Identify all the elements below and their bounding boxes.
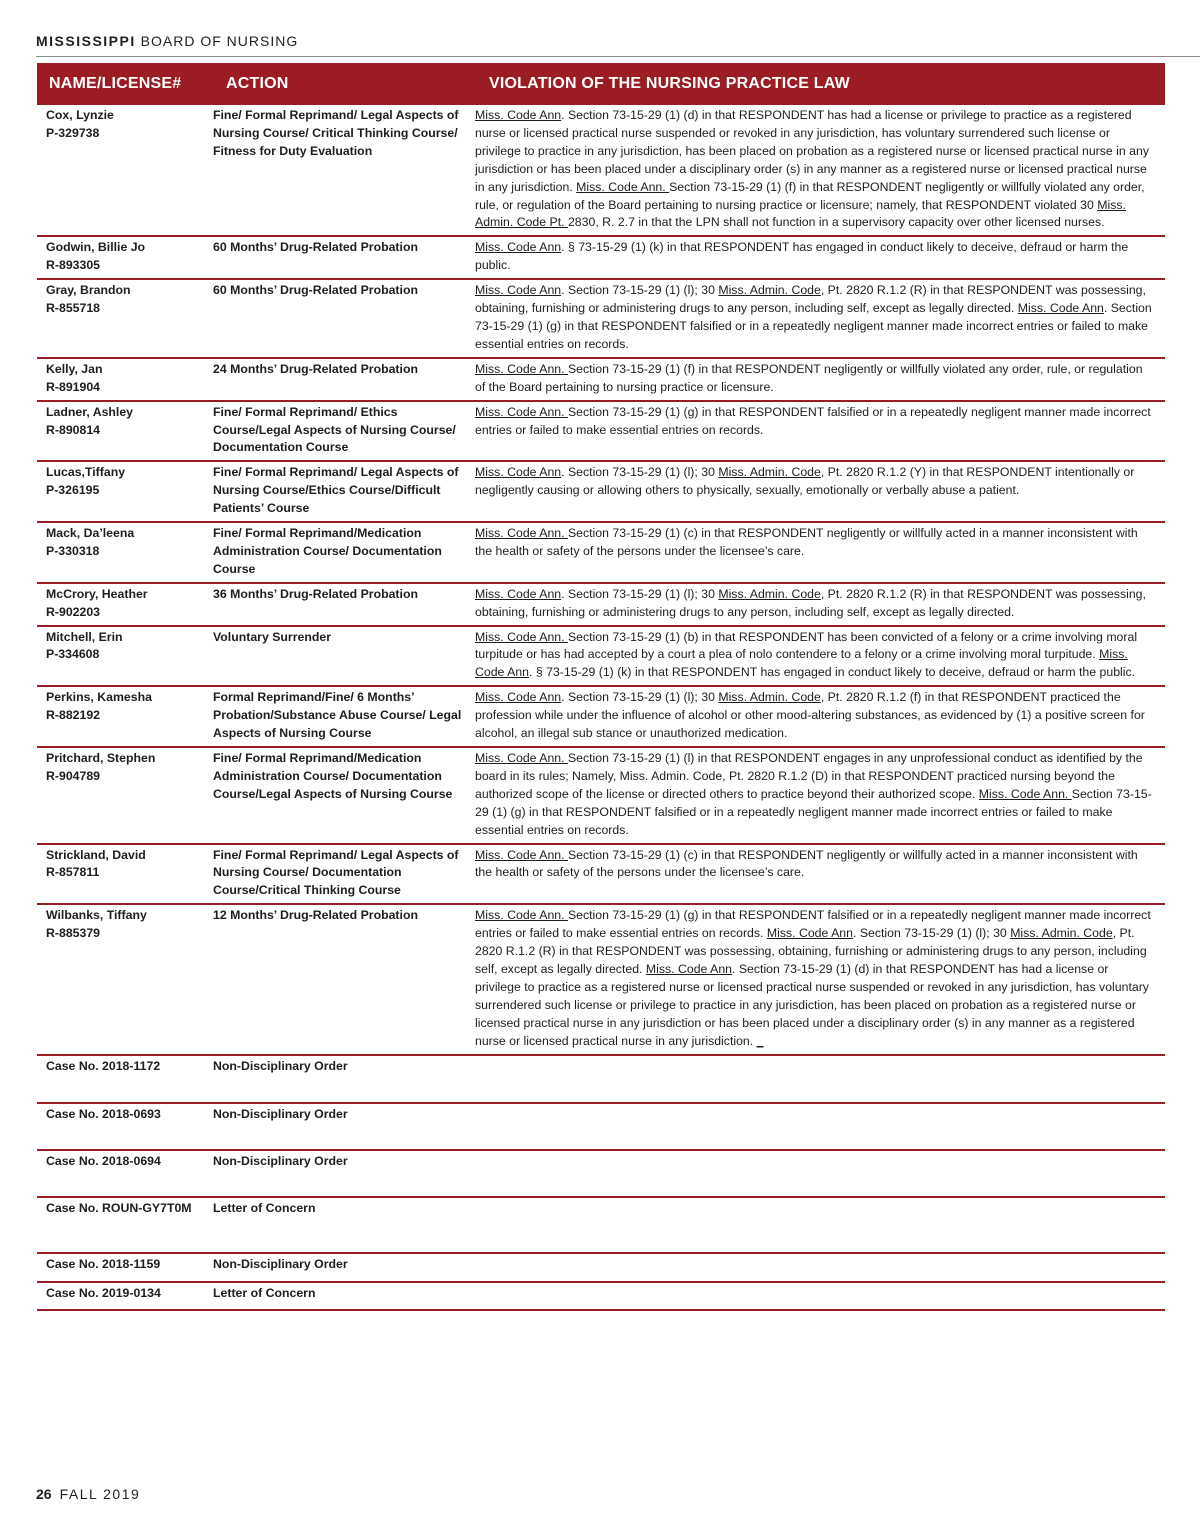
respondent-cell [37, 523, 213, 582]
violation-text: . Section 73-15-29 (1) (d) in that RESPONDENT has had a license or privilege to practice as a registered nurse or licensed practical nurse suspended or revoked in any jurisdiction, has voluntary surrendered such license or privilege to practice in any jurisdiction, has been placed on probation as a registered nurse or licensed practical nurse in any jurisdiction or has been placed under a disciplinary order (s) in any manner as a registered nurse or licensed practical nurse in any jurisdiction. [475, 961, 1149, 1048]
respondent-name: McCrory, Heather [46, 586, 148, 601]
violation-text: Section 73-15-29 (1) (c) in that RESPONDENT negligently or willfully acted in a manner inconsistent with the health or safety of the persons under the licensee’s care. [475, 526, 1138, 558]
license-number: P-329738 [46, 125, 100, 140]
respondent-name: Godwin, Billie Jo [46, 240, 146, 255]
violation-text: . § 73-15-29 (1) (k) in that RESPONDENT has engaged in conduct likely to deceive, defraud or harm the public. [475, 240, 1129, 273]
statute-citation: Miss. Code Ann. [475, 526, 568, 541]
violation-cell [475, 845, 1165, 904]
violation-cell [475, 905, 1165, 1053]
license-number: R-904789 [46, 768, 101, 783]
respondent-cell [37, 1283, 213, 1309]
respondent-name: Pritchard, Stephen [46, 751, 156, 765]
action-cell: Fine/ Formal Reprimand/ Legal Aspects of Nursing Course/ Documentation Course/Critical Thinking Course [213, 847, 459, 898]
table-body [37, 105, 1165, 1311]
violation-cell [475, 1254, 1165, 1281]
table-row [37, 359, 1165, 402]
license-number: R-885379 [46, 926, 101, 941]
license-number: R-882192 [46, 708, 101, 723]
respondent-name: Gray, Brandon [46, 283, 131, 298]
table-row [37, 1056, 1165, 1104]
statute-citation: Miss. Code Ann [1017, 301, 1104, 316]
respondent-cell [37, 105, 213, 235]
statute-citation: Miss. Code Ann. [475, 404, 568, 419]
violation-cell [475, 748, 1165, 843]
license-number: R-890814 [46, 422, 101, 437]
action-cell: Fine/ Formal Reprimand/Medication Administration Course/ Documentation Course/Legal Aspects of Nursing Course [213, 751, 453, 801]
statute-citation: Miss. Admin. Code Pt. [475, 197, 1126, 230]
statute-citation: Miss. Code Ann. [978, 786, 1072, 801]
violation-cell [475, 687, 1165, 746]
statute-citation: Miss. Code Ann [475, 690, 562, 705]
respondent-cell [37, 748, 213, 843]
violation-text: . § 73-15-29 (1) (k) in that RESPONDENT has engaged in conduct likely to deceive, defraud or harm the public. [529, 665, 1136, 680]
table-row [37, 1104, 1165, 1151]
table-row [37, 1151, 1165, 1198]
issue-label: FALL 2019 [59, 1486, 141, 1502]
violation-text: Section 73-15-29 (1) (f) in that RESPONDENT negligently or willfully violated any order, rule, or regulation of the Board pertaining to nursing practice or licensure; namely, that RESPONDENT violated 30 [475, 179, 1145, 212]
violation-cell [475, 280, 1165, 357]
statute-citation: Miss. Code Ann [475, 108, 562, 122]
table-row [37, 845, 1165, 906]
respondent-cell [37, 402, 213, 461]
violation-text: , Pt. 2820 R.1.2 (R) in that RESPONDENT was possessing, obtaining, furnishing or administering drugs to any person, including self, except as legally directed. [475, 586, 1146, 619]
action-cell: Fine/ Formal Reprimand/ Legal Aspects of Nursing Course/Ethics Course/Difficult Patients’ Course [213, 465, 459, 516]
violation-text: , Pt. 2820 R.1.2 (f) in that RESPONDENT practiced the profession while under the influence of alcohol or other mood-altering substances, as evidenced by (1) a positive screen for alcohol, an illegal sub stance or unauthorized medication. [475, 690, 1145, 741]
action-cell: 60 Months’ Drug-Related Probation [213, 240, 418, 255]
respondent-name: Cox, Lynzie [46, 108, 114, 122]
respondent-name: Mack, Da’leena [46, 526, 135, 541]
action-cell: Letter of Concern [213, 1285, 316, 1300]
respondent-name: Wilbanks, Tiffany [46, 908, 147, 923]
statute-citation: Miss. Code Ann. [475, 847, 568, 862]
statute-citation: Miss. Code Ann [475, 647, 1128, 680]
masthead-divider [36, 56, 1200, 57]
violation-text: Section 73-15-29 (1) (b) in that RESPONDENT has been convicted of a felony or a crime involving moral turpitude or has had accepted by a court a plea of nolo contendere to a felony or a crime involving moral turpitude. [475, 629, 1138, 662]
action-cell: Fine/ Formal Reprimand/Medication Administration Course/ Documentation Course [213, 526, 442, 576]
discipline-table [37, 63, 1165, 1311]
respondent-cell [37, 687, 213, 746]
violation-cell [475, 237, 1165, 278]
statute-citation: Miss. Admin. Code [718, 586, 821, 601]
violation-cell [475, 584, 1165, 625]
respondent-cell [37, 359, 213, 400]
page-number: 26 [36, 1486, 52, 1502]
license-number: R-857811 [46, 865, 100, 880]
violation-text: Section 73-15-29 (1) (f) in that RESPONDENT negligently or willfully violated any order, rule, or regulation of the Board pertaining to nursing practice or licensure. [475, 361, 1143, 394]
respondent-cell [37, 1198, 213, 1252]
violation-text: Section 73-15-29 (1) (l) in that RESPONDENT engages in any unprofessional conduct as identified by the board in its rules; Namely, Miss. Admin. Code, Pt. 2820 R.1.2 (D) in that RESPONDENT practiced nursing beyond the authorized scope of the license or directed others to practice beyond their authorized scope. [475, 751, 1143, 801]
respondent-name: Case No. 2019-0134 [46, 1285, 161, 1300]
violation-cell [475, 402, 1165, 461]
violation-cell [475, 1056, 1165, 1102]
statute-citation: _ [756, 1033, 764, 1048]
license-number: P-326195 [46, 483, 100, 498]
respondent-cell [37, 280, 213, 357]
statute-citation: Miss. Admin. Code [718, 283, 821, 298]
action-cell: 12 Months’ Drug-Related Probation [213, 908, 418, 923]
table-row [37, 1254, 1165, 1283]
respondent-name: Case No. 2018-0694 [46, 1153, 161, 1168]
masthead-brand: MISSISSIPPI [36, 33, 136, 49]
respondent-cell [37, 237, 213, 278]
respondent-name: Ladner, Ashley [46, 404, 134, 419]
statute-citation: Miss. Admin. Code [1010, 926, 1113, 941]
statute-citation: Miss. Code Ann [766, 926, 853, 941]
respondent-name: Mitchell, Erin [46, 629, 123, 644]
action-cell: Non-Disciplinary Order [213, 1106, 348, 1121]
statute-citation: Miss. Code Ann [645, 961, 733, 976]
respondent-name: Case No. ROUN-GY7T0M [46, 1200, 192, 1215]
column-header-action: ACTION [226, 75, 289, 92]
column-header-name: NAME/LICENSE# [49, 75, 182, 92]
violation-text: Section 73-15-29 (1) (g) in that RESPONDENT falsified or in a repeatedly negligent manner made incorrect entries or failed to make essential entries on records. [475, 404, 1151, 437]
respondent-name: Perkins, Kamesha [46, 690, 152, 705]
violation-cell [475, 1283, 1165, 1309]
statute-citation: Miss. Code Ann [475, 465, 562, 480]
violation-cell [475, 1151, 1165, 1196]
action-cell: 60 Months’ Drug-Related Probation [213, 283, 418, 298]
statute-citation: Miss. Code Ann. [475, 361, 568, 376]
violation-text: , Pt. 2820 R.1.2 (Y) in that RESPONDENT intentionally or negligently causing or allowing others to physically, sexually, emotionally or verbally abuse a patient. [475, 465, 1135, 498]
statute-citation: Miss. Code Ann. [475, 751, 568, 765]
respondent-name: Kelly, Jan [46, 361, 103, 376]
violation-text: . Section 73-15-29 (1) (l); 30 [561, 586, 719, 601]
action-cell: Non-Disciplinary Order [213, 1256, 348, 1271]
license-number: R-891904 [46, 379, 101, 394]
license-number: R-902203 [46, 604, 101, 619]
license-number: R-855718 [46, 301, 101, 316]
table-row [37, 237, 1165, 280]
violation-cell [475, 105, 1165, 235]
license-number: P-334608 [46, 647, 100, 662]
statute-citation: Miss. Code Ann. [576, 179, 670, 194]
violation-text: , Pt. 2820 R.1.2 (R) in that RESPONDENT was possessing, obtaining, furnishing or administering drugs to any person, including self, except as legally directed. [475, 926, 1147, 976]
violation-text: Section 73-15-29 (1) (g) in that RESPONDENT falsified or in a repeatedly negligent manner made incorrect entries or failed to make essential entries on records. [475, 786, 1152, 837]
table-row [37, 584, 1165, 627]
statute-citation: Miss. Code Ann [475, 240, 562, 255]
table-row [37, 462, 1165, 523]
action-cell: Non-Disciplinary Order [213, 1058, 348, 1073]
violation-cell [475, 359, 1165, 400]
column-header-violation: VIOLATION OF THE NURSING PRACTICE LAW [489, 75, 850, 92]
violation-text: . Section 73-15-29 (1) (l); 30 [561, 465, 719, 480]
action-cell: Voluntary Surrender [213, 629, 331, 644]
violation-cell [475, 462, 1165, 521]
statute-citation: Miss. Code Ann. [475, 629, 568, 644]
violation-text: . Section 73-15-29 (1) (g) in that RESPONDENT falsified or in a repeatedly negligent manner made incorrect entries or failed to make essential entries on records. [475, 301, 1152, 351]
violation-cell [475, 1104, 1165, 1149]
statute-citation: Miss. Admin. Code [718, 465, 821, 480]
respondent-name: Strickland, David [46, 847, 146, 862]
table-row [37, 627, 1165, 688]
violation-text: Section 73-15-29 (1) (c) in that RESPONDENT negligently or willfully acted in a manner inconsistent with the health or safety of the persons under the licensee’s care. [475, 847, 1138, 880]
respondent-cell [37, 1254, 213, 1281]
table-row [37, 523, 1165, 584]
violation-text: . Section 73-15-29 (1) (l); 30 [852, 926, 1011, 941]
violation-text: . Section 73-15-29 (1) (d) in that RESPONDENT has had a license or privilege to practice as a registered nurse or licensed practical nurse suspended or revoked in any jurisdiction, has voluntary surrendered such license or privilege to practice in any jurisdiction, has been placed on probation as a registered nurse or licensed practical nurse in any jurisdiction or has been placed under a disciplinary order (s) in any manner as a registered nurse or licensed practical nurse in any jurisdiction. [475, 108, 1149, 194]
violation-cell [475, 1198, 1165, 1252]
page-footer [36, 1486, 140, 1502]
respondent-cell [37, 905, 213, 1053]
statute-citation: Miss. Code Ann [475, 586, 562, 601]
action-cell: Fine/ Formal Reprimand/ Ethics Course/Legal Aspects of Nursing Course/ Documentation Course [213, 404, 456, 455]
table-row [37, 905, 1165, 1055]
action-cell: 24 Months’ Drug-Related Probation [213, 361, 418, 376]
respondent-name: Case No. 2018-1159 [46, 1256, 161, 1271]
violation-text: . Section 73-15-29 (1) (l); 30 [561, 283, 719, 298]
masthead [36, 33, 298, 49]
statute-citation: Miss. Admin. Code [718, 690, 821, 705]
respondent-cell [37, 584, 213, 625]
license-number: P-330318 [46, 543, 100, 558]
respondent-name: Case No. 2018-0693 [46, 1106, 161, 1121]
respondent-cell [37, 845, 213, 904]
table-row [37, 280, 1165, 359]
respondent-cell [37, 1104, 213, 1149]
violation-text: 2830, R. 2.7 in that the LPN shall not function in a supervisory capacity over other licensed nurses. [567, 215, 1105, 230]
statute-citation: Miss. Code Ann. [475, 908, 568, 923]
respondent-name: Lucas,Tiffany [46, 465, 126, 480]
violation-text: , Pt. 2820 R.1.2 (R) in that RESPONDENT was possessing, obtaining, furnishing or administering drugs to any person, including self, except as legally directed. [475, 283, 1146, 316]
violation-cell [475, 627, 1165, 686]
table-header [37, 63, 1165, 105]
statute-citation: Miss. Code Ann [475, 283, 562, 298]
table-row [37, 402, 1165, 463]
action-cell: Non-Disciplinary Order [213, 1153, 348, 1168]
action-cell: Fine/ Formal Reprimand/ Legal Aspects of Nursing Course/ Critical Thinking Course/ Fitness for Duty Evaluation [213, 108, 459, 158]
violation-text: Section 73-15-29 (1) (g) in that RESPONDENT falsified or in a repeatedly negligent manner made incorrect entries or failed to make essential entries on records. [475, 908, 1151, 941]
table-row [37, 105, 1165, 237]
respondent-cell [37, 627, 213, 686]
respondent-cell [37, 1056, 213, 1102]
respondent-name: Case No. 2018-1172 [46, 1058, 161, 1073]
violation-cell [475, 523, 1165, 582]
masthead-subtitle: BOARD OF NURSING [140, 33, 299, 49]
table-row [37, 1283, 1165, 1311]
action-cell: 36 Months’ Drug-Related Probation [213, 586, 418, 601]
license-number: R-893305 [46, 258, 101, 273]
action-cell: Formal Reprimand/Fine/ 6 Months’ Probation/Substance Abuse Course/ Legal Aspects of Nursing Course [213, 690, 462, 741]
table-row [37, 687, 1165, 748]
violation-text: . Section 73-15-29 (1) (l); 30 [561, 690, 719, 705]
table-row [37, 748, 1165, 845]
table-row [37, 1198, 1165, 1254]
action-cell: Letter of Concern [213, 1200, 316, 1215]
respondent-cell [37, 462, 213, 521]
respondent-cell [37, 1151, 213, 1196]
